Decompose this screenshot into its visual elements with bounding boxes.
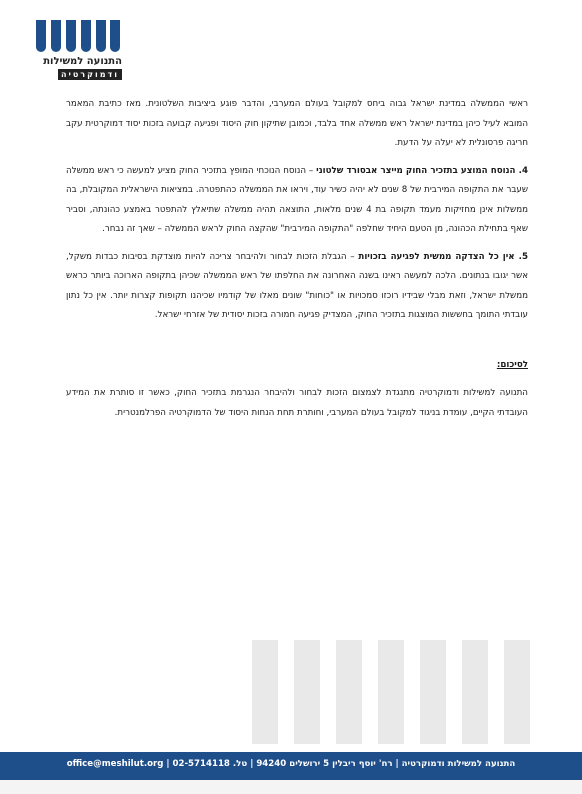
paragraph-5 xyxy=(66,248,528,326)
paragraph-5-text: – הגבלת הזכות לבחור ולהיבחר צריכה להיות מוצדקת בסיבות כבדות משקל, אשר יגובו בנתונים. הלכה למעשה ראינו בשנה האחרונה את החלפתו של ראש הממשלה שכיהן בתקופה הארוכה ביותר כראש ממשלת ישראל, וזאת מבלי שבידיו רוכזו סמכויות או "כוחות" שונים מאלו של קודמיו שכיהנו תקופות קצרות יותר. אין כל נתון עובדתי התומך בחששות המוצגות בתזכיר החוק, המצדיק פגיעה חמורה בזכות יסודית של אזרחי ישראל. xyxy=(66,251,528,320)
summary-heading: לסיכום: xyxy=(496,359,528,370)
summary-paragraph: התנועה למשילות ודמוקרטיה מתנגדת לצמצום הזכות לבחור ולהיבחר הנגרמת בתזכיר החוק, כאשר זו סותרת את המידע העובדתי הקיים, עומדת בניגוד למקובל בעולם המערבי, וחותרת תחת הנחות היסוד של הדמוקרטיה הפרלמנטרית. xyxy=(66,388,528,418)
paragraph-4 xyxy=(66,162,528,240)
footer-bottom-strip xyxy=(0,780,582,794)
logo-text-line2: ודמוקרטיה xyxy=(58,69,122,80)
logo-text-line1: התנועה למשילות xyxy=(43,56,122,67)
paragraph-continued: ראשי הממשלה במדינת ישראל גבוה ביחס למקובל בעולם המערבי, והדבר פוגע ביציבות השלטונית. מאז כתיבת המאמר המובא לעיל כיהן במדינת ישראל ראש ממשלה אחד בלבד, וכמובן שתיקון חוק היסוד ופגיעה קבועה בזכות יסוד דמוקרטית עקב חריגה פרסונלית לא יעלה על הדעת. xyxy=(66,99,528,148)
paragraph-5-heading: 5. אין כל הצדקה ממשית לפגיעה בזכויות xyxy=(358,251,528,262)
paragraph-4-text: – הנוסח הנוכחי המופץ בתזכיר החוק מציע למעשה כי ראש ממשלה שעבר את התקופה המירבית של 8 שנים לא יהיה כשיר עוד, ויראו את הממשלה כהתפטרה. במציאות הישראלית המקובלת, בה ממשלות אינן מחזיקות מעמד תקופה בת 4 שנים מלאות, התוצאה תהיה ממשלה שתיאלץ להתפטר באמצע כהונתה, וסביר שאף בתחילת הכהונה, מן הטעם היחיד שחלפה "התקופה המירבית" שהקצה החוק לראש הממשלה – שאך זה נבחר. xyxy=(66,165,528,234)
footer-contact-text: התנועה למשילות ודמוקרטיה | רח' יוסף ריבלין 5 ירושלים 94240 | טל. 02-5714118 | office@meshilut.org xyxy=(66,759,516,769)
footer-bar xyxy=(0,752,582,780)
organization-logo xyxy=(34,16,122,82)
logo-bars-icon xyxy=(36,20,120,52)
watermark-logo-bars xyxy=(252,640,530,744)
document-body xyxy=(66,95,528,431)
paragraph-4-heading: 4. הנוסח המוצע בתזכיר החוק מייצר אבסורד שלטוני xyxy=(316,165,528,176)
